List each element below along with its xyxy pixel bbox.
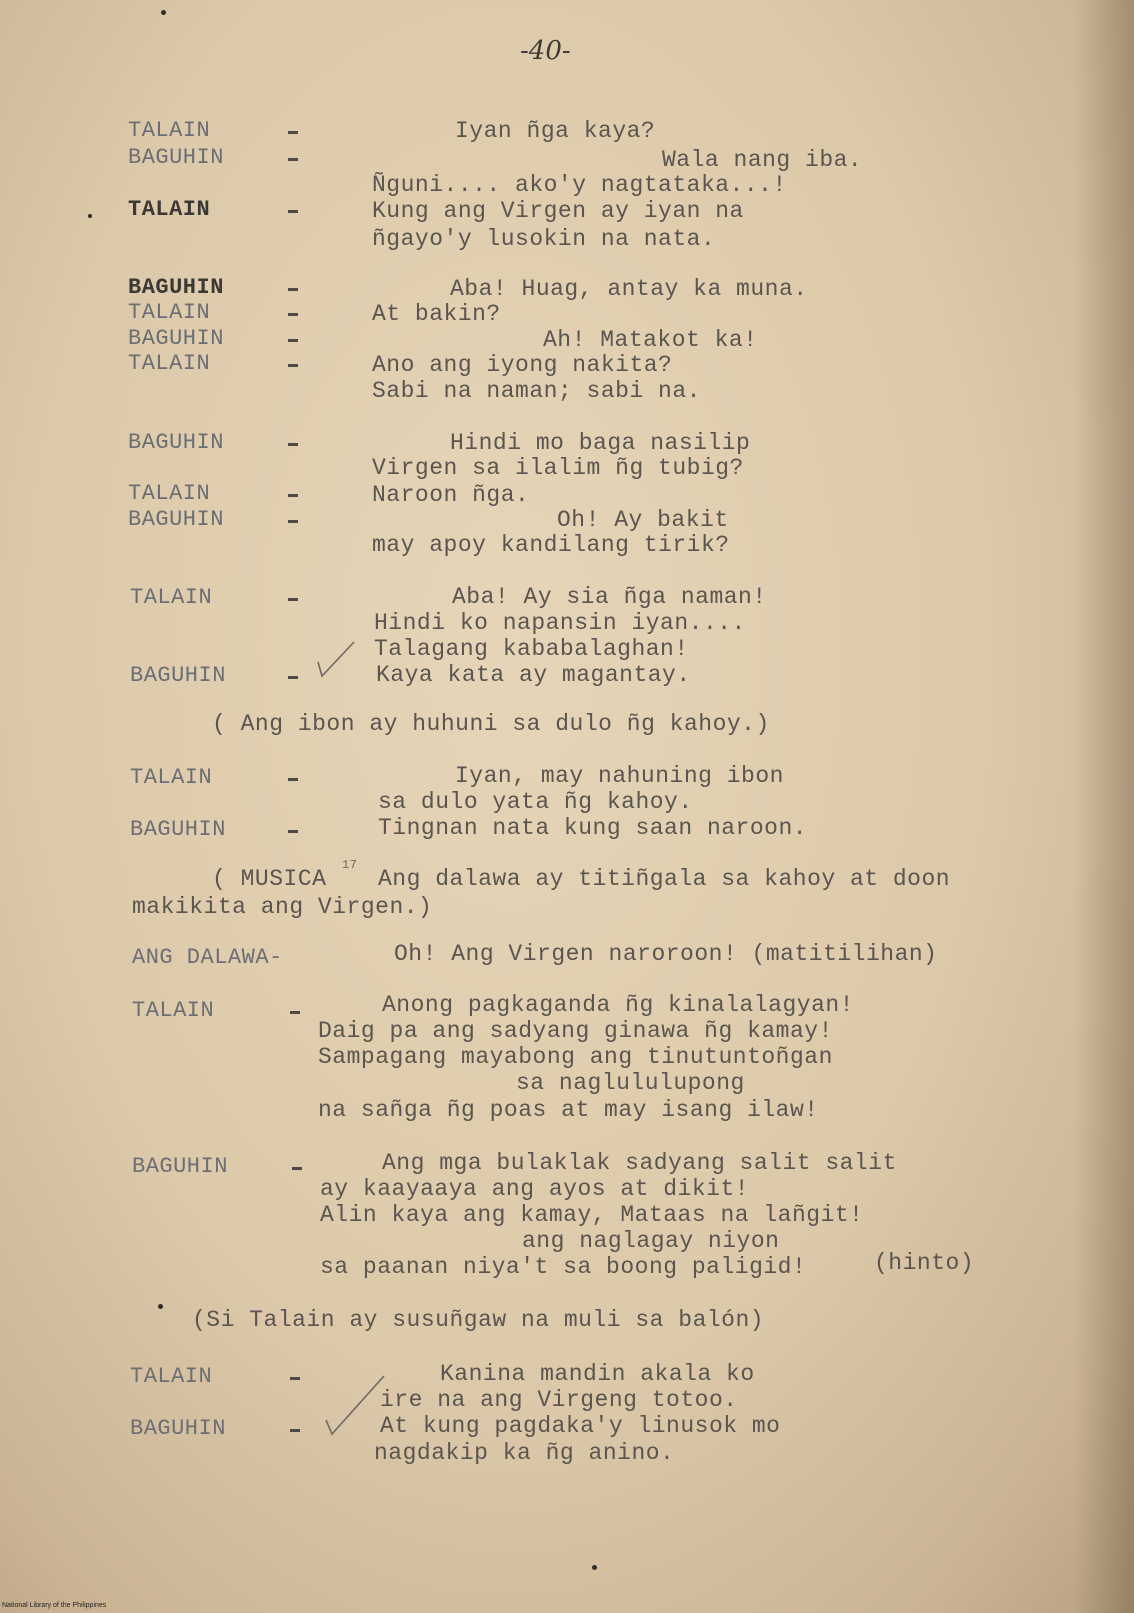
dialogue-line: Anong pagkaganda ñg kinalalagyan!: [382, 992, 854, 1018]
speaker-label: BAGUHIN: [128, 430, 224, 455]
dialogue-line: Ang mga bulaklak sadyang salit salit: [382, 1150, 897, 1176]
dialogue-line: sa naglululupong: [516, 1070, 745, 1096]
dash: [290, 1429, 300, 1432]
dialogue-line: Naroon ñga.: [372, 482, 530, 508]
dialogue-line: sa paanan niya't sa boong paligid!: [320, 1254, 807, 1280]
page-number: -40-: [520, 36, 571, 66]
speaker-label: BAGUHIN: [128, 275, 224, 300]
checkmark-icon: [318, 1372, 388, 1442]
dialogue-line: Hindi mo baga nasilip: [450, 430, 751, 456]
dialogue-line: Ah! Matakot ka!: [543, 327, 758, 353]
bullet-mark: [88, 214, 92, 218]
dash: [288, 830, 298, 833]
dash: [288, 131, 298, 134]
speaker-label: TALAIN: [128, 118, 211, 143]
dialogue-line: Aba! Ay sia ñga naman!: [452, 584, 767, 610]
checkmark-icon: [312, 640, 358, 680]
dialogue-line: Alin kaya ang kamay, Mataas na lañgit!: [320, 1202, 864, 1228]
dialogue-line: Iyan ñga kaya?: [455, 118, 656, 144]
dash: [288, 494, 298, 497]
dialogue-line: Wala nang iba.: [662, 147, 863, 173]
speaker-label: TALAIN: [130, 1364, 213, 1389]
dash: [288, 778, 298, 781]
dialogue-line: Kung ang Virgen ay iyan na: [372, 198, 744, 224]
dialogue-line: Oh! Ay bakit: [557, 507, 729, 533]
speaker-label: BAGUHIN: [130, 1416, 226, 1441]
speaker-label: TALAIN: [128, 351, 211, 376]
dash: [288, 158, 298, 161]
speaker-label: BAGUHIN: [130, 817, 226, 842]
speaker-label: TALAIN: [128, 300, 211, 325]
dash: [288, 313, 298, 316]
speaker-label: BAGUHIN: [128, 326, 224, 351]
dialogue-line: na sañga ñg poas at may isang ilaw!: [318, 1097, 819, 1123]
stage-direction: Ang dalawa ay titiñgala sa kahoy at doon: [378, 866, 951, 892]
dialogue-line: Kaya kata ay magantay.: [376, 662, 691, 688]
dialogue-line: Sabi na naman; sabi na.: [372, 378, 701, 404]
dialogue-line: ang naglagay niyon: [522, 1228, 780, 1254]
dash: [288, 676, 298, 679]
stage-direction: makikita ang Virgen.): [132, 894, 433, 920]
dialogue-line: sa dulo yata ñg kahoy.: [378, 789, 693, 815]
speaker-label: TALAIN: [132, 998, 215, 1023]
dialogue-line: may apoy kandilang tirik?: [372, 532, 730, 558]
speaker-label: BAGUHIN: [132, 1154, 228, 1179]
footer-credit: National Library of the Philippines: [2, 1602, 107, 1609]
dialogue-line: ire na ang Virgeng totoo.: [380, 1387, 738, 1413]
speaker-label: TALAIN: [128, 481, 211, 506]
dash: [288, 339, 298, 342]
stage-direction: (hinto): [874, 1250, 975, 1276]
dialogue-line: At kung pagdaka'y linusok mo: [380, 1413, 781, 1439]
dash: [288, 520, 298, 523]
dialogue-line: Ano ang iyong nakita?: [372, 352, 673, 378]
dialogue-line: Kanina mandin akala ko: [440, 1361, 755, 1387]
bullet-mark: [161, 10, 166, 15]
dialogue-line: Ñguni.... ako'y nagtataka...!: [372, 172, 787, 198]
speaker-label: BAGUHIN: [128, 145, 224, 170]
dialogue-line: At bakin?: [372, 301, 501, 327]
bullet-mark: [592, 1565, 597, 1570]
dash: [288, 443, 298, 446]
stage-direction: (Si Talain ay susuñgaw na muli sa balón): [192, 1307, 765, 1333]
speaker-label: BAGUHIN: [130, 663, 226, 688]
margin-note: 17: [342, 858, 358, 872]
dialogue-line: Hindi ko napansin iyan....: [374, 610, 746, 636]
dialogue-line: Iyan, may nahuning ibon: [455, 763, 784, 789]
dialogue-line: Sampagang mayabong ang tinutuntoñgan: [318, 1044, 833, 1070]
speaker-label: BAGUHIN: [128, 507, 224, 532]
dash: [292, 1167, 302, 1170]
dialogue-line: nagdakip ka ñg anino.: [374, 1440, 675, 1466]
dialogue-line: Aba! Huag, antay ka muna.: [450, 276, 808, 302]
dash: [288, 364, 298, 367]
dialogue-line: ay kaayaaya ang ayos at dikit!: [320, 1176, 750, 1202]
dialogue-line: Daig pa ang sadyang ginawa ñg kamay!: [318, 1018, 833, 1044]
dialogue-line: Virgen sa ilalim ñg tubig?: [372, 455, 744, 481]
dash: [288, 598, 298, 601]
dash: [288, 210, 298, 213]
stage-direction: ( Ang ibon ay huhuni sa dulo ñg kahoy.): [212, 711, 770, 737]
speaker-label: TALAIN: [128, 197, 211, 222]
dialogue-line: Tingnan nata kung saan naroon.: [378, 815, 808, 841]
stage-direction: ( MUSICA: [212, 866, 327, 892]
speaker-label: TALAIN: [130, 585, 213, 610]
speaker-label: TALAIN: [130, 765, 213, 790]
dash: [288, 288, 298, 291]
dialogue-line: Oh! Ang Virgen naroroon! (matitilihan): [394, 941, 938, 967]
dash: [290, 1377, 300, 1380]
dash: [290, 1011, 300, 1014]
dialogue-line: Talagang kababalaghan!: [374, 636, 689, 662]
dialogue-line: ñgayo'y lusokin na nata.: [372, 226, 716, 252]
bullet-mark: [158, 1304, 163, 1309]
speaker-label: ANG DALAWA-: [132, 945, 283, 970]
